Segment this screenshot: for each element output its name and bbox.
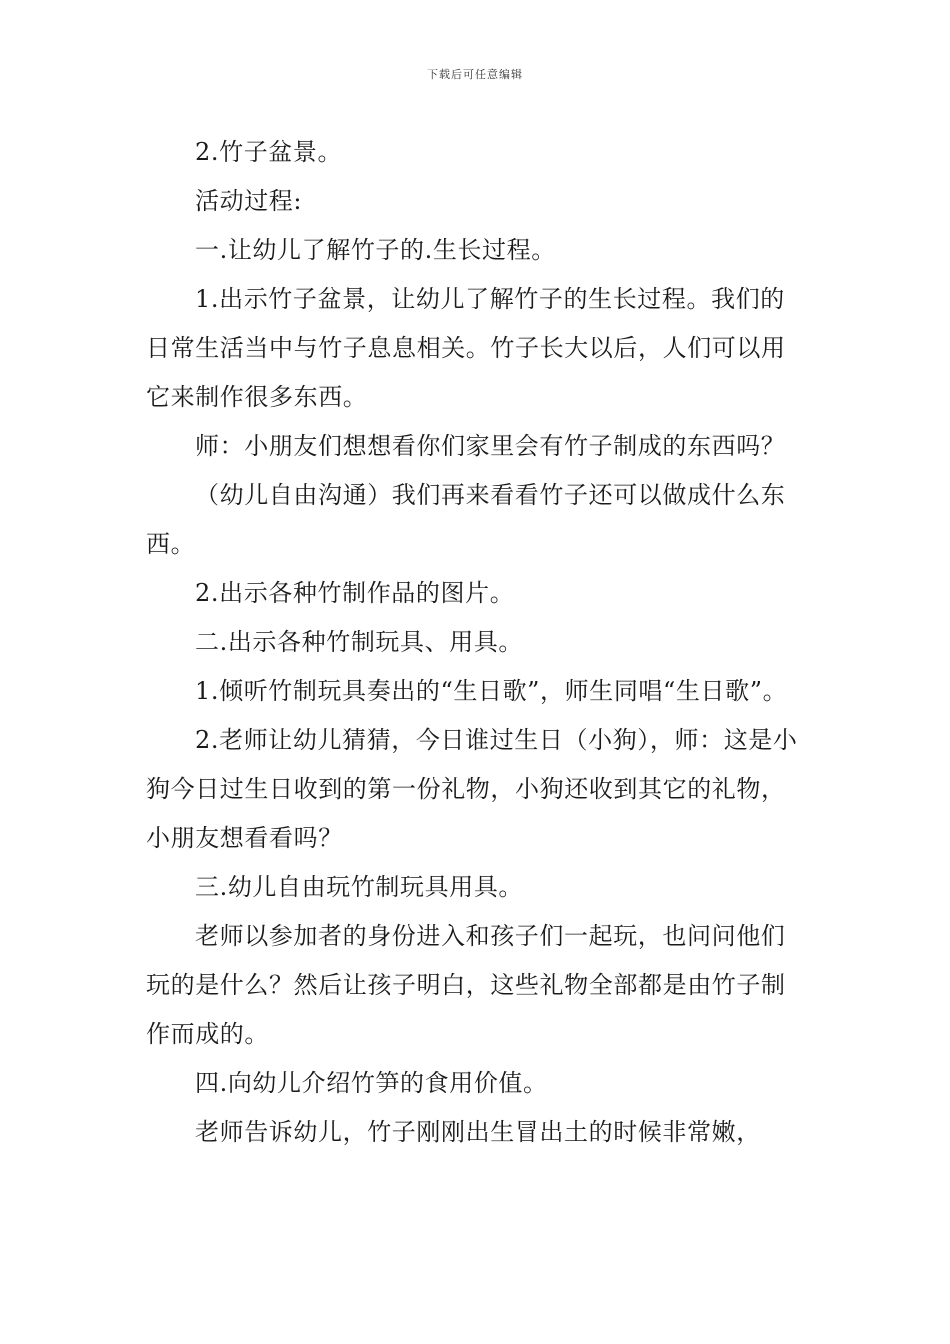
paragraph: 活动过程: [195, 187, 303, 215]
paragraph: 师：小朋友们想想看你们家里会有竹子制成的东西吗？ [195, 432, 786, 460]
document-body [146, 128, 808, 1157]
paragraph: 三.幼儿自由玩竹制玩具用具。 [195, 873, 524, 901]
paragraph: （幼儿自由沟通）我们再来看看竹子还可以做成什么东西。 [146, 481, 786, 558]
paragraph: 四.向幼儿介绍竹笋的食用价值。 [195, 1069, 548, 1097]
paragraph: 2.竹子盆景。 [195, 138, 343, 166]
paragraph: 1.倾听竹制玩具奏出的“生日歌”，师生同唱“生日歌”。 [195, 677, 788, 705]
paragraph: 老师告诉幼儿，竹子刚刚出生冒出土的时候非常嫩， [195, 1118, 761, 1146]
header-note: 下载后可任意编辑 [427, 68, 523, 81]
paragraph: 二.出示各种竹制玩具、用具。 [195, 628, 524, 656]
paragraph: 2.出示各种竹制作品的图片。 [195, 579, 515, 607]
paragraph: 一.让幼儿了解竹子的.生长过程。 [195, 236, 556, 264]
paragraph: 2.老师让幼儿猜猜，今日谁过生日（小狗），师：这是小狗今日过生日收到的第一份礼物，小狗还收到其它的礼物，小朋友想看看吗？ [146, 726, 798, 852]
paragraph: 老师以参加者的身份进入和孩子们一起玩，也问问他们玩的是什么？然后让孩子明白，这些礼物全部都是由竹子制作而成的。 [146, 922, 786, 1048]
paragraph: 1.出示竹子盆景，让幼儿了解竹子的生长过程。我们的日常生活当中与竹子息息相关。竹子长大以后，人们可以用它来制作很多东西。 [146, 285, 786, 411]
